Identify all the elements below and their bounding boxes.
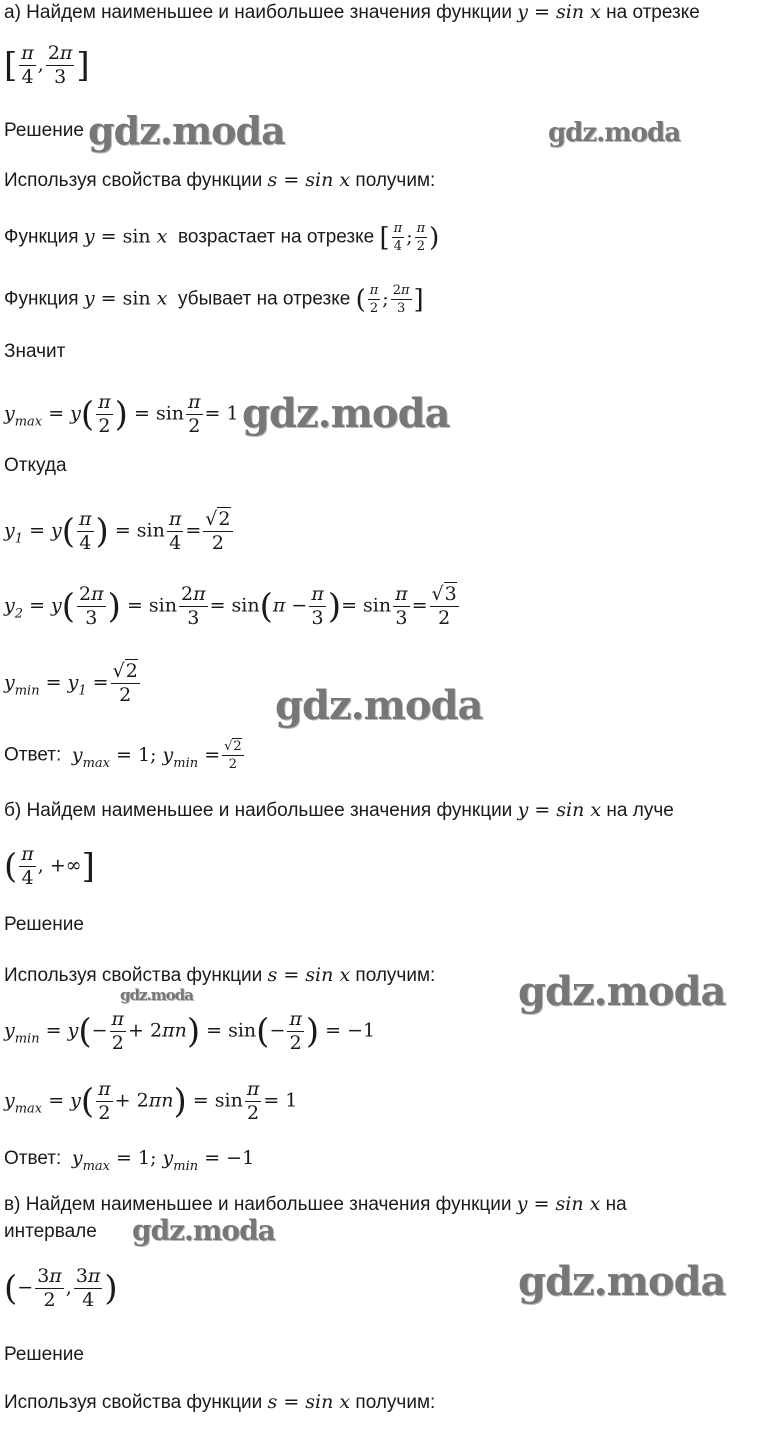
part-a-increasing: Функция y = sin x возрастает на отрезке [ $\frac{\pi}{4}$ ; $\frac{\pi}{2}$ ) <box>4 221 440 254</box>
part-b-ymax-eq: $y_{max} = y$( $\frac{\pi}{2}$ + 2πn) = sin $\frac{\pi}{2}$ = 1 <box>4 1078 298 1124</box>
part-a-inc-prefix: Функция <box>4 226 79 248</box>
watermark: gdz.moda <box>548 118 681 148</box>
part-a-y1-eq: $y_1 = y$( $\frac{\pi}{4}$ ) = sin $\frac{\pi}{4}$ = $\frac{√2}{2}$ <box>4 508 231 554</box>
part-b-answer-label: Ответ: <box>4 1148 62 1169</box>
watermark: gdz.moda <box>275 682 483 729</box>
watermark: gdz.moda <box>120 986 193 1004</box>
watermark: gdz.moda <box>132 1214 275 1247</box>
part-b-func: y = sin x <box>517 799 602 821</box>
part-b-props-end: получим: <box>355 965 436 986</box>
watermark: gdz.moda <box>88 108 285 153</box>
part-a-dec-text: убывает на отрезке <box>177 288 351 310</box>
part-b-answer: Ответ: $y_{max} = 1$; $y_{min} = -1$ <box>4 1147 255 1174</box>
part-a-props-func: s = sin x <box>267 169 351 191</box>
part-a-decreasing: Функция y = sin x убывает на отрезке ( $\frac{\pi}{2}$ ; $\frac{2\pi}{3}$ ] <box>4 283 424 316</box>
part-c-interval-word: на <box>605 1194 627 1215</box>
part-a-answer-label: Ответ: <box>4 744 62 766</box>
part-a-title <box>4 0 700 25</box>
part-c-interval: (− $\frac{3\pi}{2}$ , $\frac{3\pi}{4}$ ) <box>4 1265 118 1311</box>
watermark: gdz.moda <box>242 390 450 437</box>
part-b-title <box>4 798 674 823</box>
part-a-y2-eq: $y_2 = y$( $\frac{2\pi}{3}$ ) = sin $\frac{2\pi}{3}$ = sin(π − $\frac{\pi}{3}$ )= sin $\frac{\pi}{3}$ = $\frac{√3}{2}$ <box>4 583 457 629</box>
part-b-props-text: Используя свойства функции <box>4 965 263 986</box>
part-c-title-text: в) Найдем наименьшее и наибольшее значения функции <box>4 1194 512 1215</box>
part-b-props-func: s = sin x <box>267 964 351 986</box>
part-a-props-end: получим: <box>355 170 436 191</box>
part-c-func: y = sin x <box>516 1193 601 1215</box>
part-a-whence: Откуда <box>4 455 67 476</box>
part-a-answer: Ответ: $y_{max} = 1$; $y_{min}$ = $\frac{√2}{2}$ <box>4 739 242 772</box>
part-b-interval-word: на луче <box>606 800 674 821</box>
part-b-interval: ( $\frac{\pi}{4}$ , +∞] <box>4 843 95 889</box>
part-c-props <box>4 1390 435 1415</box>
watermark: gdz.moda <box>518 1258 726 1305</box>
part-c-solution: Решение <box>4 1344 84 1365</box>
part-a-interval: [ $\frac{\pi}{4}$ , $\frac{2\pi}{3}$ ] <box>4 42 90 88</box>
part-b-solution: Решение <box>4 914 84 935</box>
part-b-ymin-eq: $y_{min} = y(-$ $\frac{\pi}{2}$ + 2πn) = sin(− $\frac{\pi}{2}$ ) = −1 <box>4 1008 376 1054</box>
part-a-hence: Значит <box>4 341 66 362</box>
part-b-title-text: б) Найдем наименьшее и наибольшее значения функции <box>4 800 513 821</box>
part-c-props-func: s = sin x <box>267 1391 351 1413</box>
part-c-props-text: Используя свойства функции <box>4 1392 263 1413</box>
part-a-title-text: а) Найдем наименьшее и наибольшее значения функции <box>4 2 512 23</box>
part-a-dec-prefix: Функция <box>4 288 79 310</box>
part-a-solution: Решение <box>4 120 84 141</box>
part-b-props <box>4 963 435 988</box>
part-a-props <box>4 168 435 193</box>
part-c-props-end: получим: <box>355 1392 436 1413</box>
part-c-title-line2: интервале <box>4 1221 97 1242</box>
part-a-ymax-eq: $y_{max} = y$( $\frac{\pi}{2}$ ) = sin $\frac{\pi}{2}$ = 1 <box>4 391 239 437</box>
part-a-func: y = sin x <box>517 1 601 23</box>
part-a-inc-text: возрастает на отрезке <box>177 226 375 248</box>
part-a-props-text: Используя свойства функции <box>4 170 263 191</box>
part-a-interval-word: на отрезке <box>606 2 700 23</box>
watermark: gdz.moda <box>518 968 726 1015</box>
part-a-ymin-eq: $y_{min} = y_1$ = $\frac{√2}{2}$ <box>4 660 138 706</box>
part-c-title <box>4 1192 627 1217</box>
